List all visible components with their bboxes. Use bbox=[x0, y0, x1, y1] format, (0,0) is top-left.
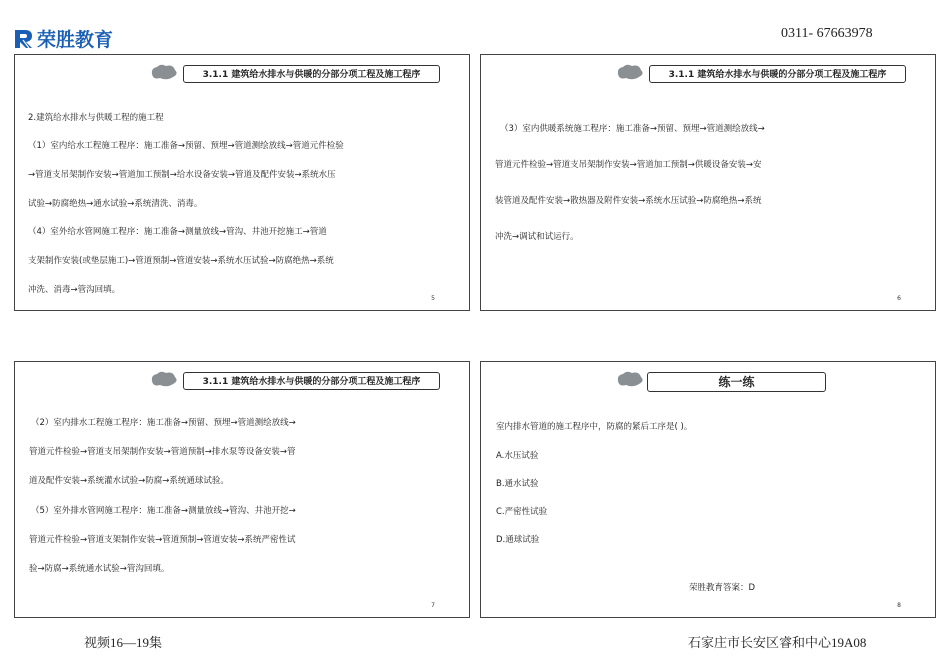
slide-title: 3.1.1 建筑给水排水与供暖的分部分项工程及施工程序 bbox=[183, 65, 440, 83]
question-text: 室内排水管道的施工程序中，防腐的紧后工序是( )。 bbox=[496, 422, 693, 432]
slide-6 bbox=[480, 54, 936, 311]
slide-5 bbox=[14, 54, 470, 311]
footer-video-range: 视频16—19集 bbox=[84, 635, 163, 650]
text-line: 冲洗→调试和试运行。 bbox=[495, 232, 579, 242]
text-line: （4）室外给水管网施工程序：施工准备→测量放线→管沟、井池开挖施工→管道 bbox=[28, 227, 327, 237]
page-number: 8 bbox=[897, 602, 901, 609]
text-line: （5）室外排水管网施工程序：施工准备→测量放线→管沟、井池开挖→ bbox=[31, 506, 296, 516]
map-blob-icon bbox=[149, 369, 179, 389]
option-c: C.严密性试验 bbox=[496, 507, 548, 517]
map-blob-icon bbox=[615, 369, 645, 389]
brand-logo-icon bbox=[12, 28, 34, 50]
text-line: →管道支吊架制作安装→管道加工预制→给水设备安装→管道及配件安装→系统水压 bbox=[28, 170, 336, 180]
slide-8 bbox=[480, 361, 936, 618]
text-line: 2.建筑给水排水与供暖工程的施工程 bbox=[28, 113, 164, 123]
text-line: 验→防腐→系统通水试验→管沟回填。 bbox=[29, 564, 170, 574]
text-line: 支架制作安装(或垫层施工)→管道预制→管道安装→系统水压试验→防腐绝热→系统 bbox=[28, 256, 334, 266]
slide-title: 练一练 bbox=[647, 372, 826, 392]
text-line: 道及配件安装→系统灌水试验→防腐→系统通球试验。 bbox=[29, 476, 229, 486]
text-line: （2）室内排水工程施工程序：施工准备→预留、预埋→管道测绘放线→ bbox=[31, 418, 296, 428]
text-line: 管道元件检验→管道支吊架制作安装→管道预制→排水泵等设备安装→管 bbox=[29, 447, 296, 457]
brand-name: 荣胜教育 bbox=[37, 29, 114, 51]
slide-7 bbox=[14, 361, 470, 618]
text-line: 管道元件检验→管道支架制作安装→管道预制→管道安装→系统严密性试 bbox=[29, 535, 296, 545]
text-line: 装管道及配件安装→散热器及附件安装→系统水压试验→防腐绝热→系统 bbox=[495, 196, 762, 206]
phone-number: 0311- 67663978 bbox=[781, 26, 873, 41]
footer-address: 石家庄市长安区睿和中心19A08 bbox=[688, 635, 867, 650]
page-number: 5 bbox=[431, 295, 435, 302]
slide-title: 3.1.1 建筑给水排水与供暖的分部分项工程及施工程序 bbox=[183, 372, 440, 390]
brand-logo bbox=[12, 25, 113, 52]
map-blob-icon bbox=[615, 62, 645, 82]
text-line: 试验→防腐绝热→通水试验→系统清洗、消毒。 bbox=[28, 199, 203, 209]
text-line: （3）室内供暖系统施工程序：施工准备→预留、预埋→管道测绘放线→ bbox=[500, 124, 765, 134]
map-blob-icon bbox=[149, 62, 179, 82]
slide-title: 3.1.1 建筑给水排水与供暖的分部分项工程及施工程序 bbox=[649, 65, 906, 83]
option-d: D.通球试验 bbox=[496, 535, 540, 545]
answer-text: 荣胜教育答案：D bbox=[689, 583, 756, 593]
option-b: B.通水试验 bbox=[496, 479, 539, 489]
page-number: 6 bbox=[897, 295, 901, 302]
text-line: 冲洗、消毒→管沟回填。 bbox=[28, 285, 121, 295]
page-number: 7 bbox=[431, 602, 435, 609]
text-line: 管道元件检验→管道支吊架制作安装→管道加工预制→供暖设备安装→安 bbox=[495, 160, 762, 170]
text-line: （1）室内给水工程施工程序：施工准备→预留、预埋→管道测绘放线→管道元件检验 bbox=[28, 141, 344, 151]
option-a: A.水压试验 bbox=[496, 451, 539, 461]
